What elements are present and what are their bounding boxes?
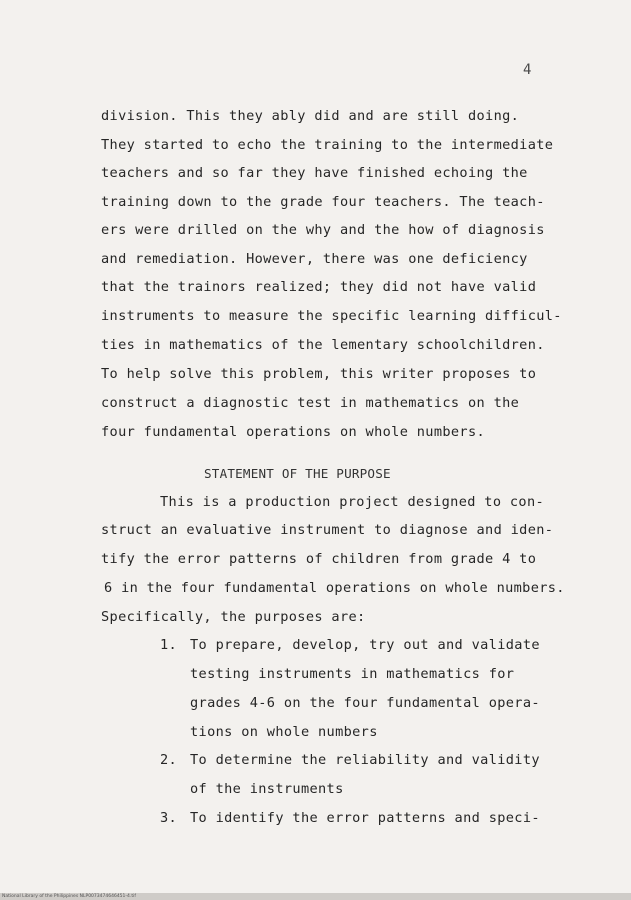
purpose-line: To prepare, develop, try out and validate	[190, 637, 540, 653]
paragraph-2-line: 6 in the four fundamental operations on whole numbers.	[104, 580, 565, 596]
paragraph-1-line: and remediation. However, there was one deficiency	[101, 251, 528, 267]
paragraph-1-line: To help solve this problem, this writer proposes to	[101, 366, 537, 382]
purpose-line: testing instruments in mathematics for	[190, 666, 515, 682]
purpose-number: 1.	[160, 637, 178, 653]
section-heading: STATEMENT OF THE PURPOSE	[204, 466, 391, 481]
paragraph-1-line: that the trainors realized; they did not have valid	[101, 279, 537, 295]
paragraph-1-line: training down to the grade four teachers. The teach-	[101, 194, 545, 210]
paragraph-1-line: teachers and so far they have finished echoing the	[101, 165, 528, 181]
paragraph-1-line: division. This they ably did and are still doing.	[101, 108, 520, 124]
purpose-line: grades 4-6 on the four fundamental opera-	[190, 695, 540, 711]
paragraph-2-line: struct an evaluative instrument to diagnose and iden-	[101, 522, 554, 538]
purpose-line: To determine the reliability and validity	[190, 752, 540, 768]
purpose-line: tions on whole numbers	[190, 724, 378, 740]
paragraph-2-line: tify the error patterns of children from grade 4 to	[101, 551, 537, 567]
paragraph-1-line: four fundamental operations on whole numbers.	[101, 424, 486, 440]
footer-caption: National Library of the Philippines NLP0073474646451-4.tif	[2, 894, 136, 899]
page-number: 4	[523, 62, 532, 78]
paragraph-2-line: This is a production project designed to con-	[160, 494, 545, 510]
paragraph-2-line: Specifically, the purposes are:	[101, 609, 366, 625]
paragraph-1-line: ties in mathematics of the lementary schoolchildren.	[101, 337, 545, 353]
paragraph-1-line: construct a diagnostic test in mathematics on the	[101, 395, 520, 411]
paragraph-1-line: They started to echo the training to the intermediate	[101, 137, 554, 153]
paragraph-1-line: ers were drilled on the why and the how of diagnosis	[101, 222, 545, 238]
purpose-number: 3.	[160, 810, 178, 826]
paragraph-1-line: instruments to measure the specific learning difficul-	[101, 308, 562, 324]
purpose-line: To identify the error patterns and speci-	[190, 810, 540, 826]
purpose-number: 2.	[160, 752, 178, 768]
purpose-line: of the instruments	[190, 781, 344, 797]
